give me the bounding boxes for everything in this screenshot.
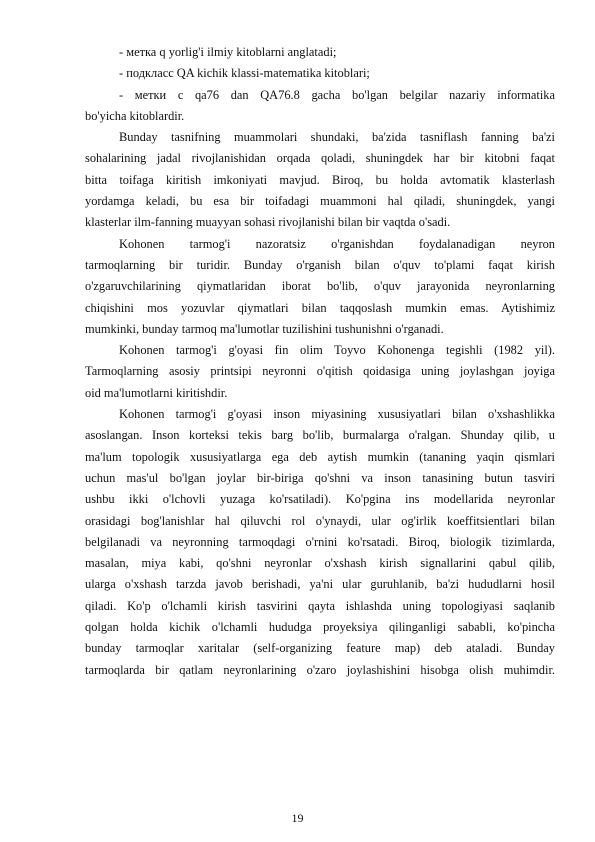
text-line: Kohonen tarmog'i g'oyasi fin olim Toyvo Kohonenga tegishli (1982 yil).: [119, 343, 555, 358]
text-line: bunday tarmoqlar xaritalar (self-organizing feature map) deb ataladi. Bunday: [85, 641, 555, 656]
text-line: Kohonen tarmog'i g'oyasi inson miyasining xususiyatlari bilan o'xshashlikka: [119, 407, 555, 422]
text-line: qolgan holda kichik o'lchamli hududga proyeksiya qilinganligi sababli, ko'pincha: [85, 620, 555, 635]
page-number: 19: [291, 811, 304, 825]
text-line: qiladi. Ko'p o'lchamli kirish tasvirini qayta ishlashda uning topologiyasi saqlanib: [85, 598, 555, 613]
text-line: ushbu ikki o'lchovli yuzaga ko'rsatiladi). Ko'pgina ins modellarida neyronlar: [85, 492, 555, 507]
text-line: ularga o'xshash tarzda javob berishadi, ya'ni ular guruhlanib, ba'zi hududlarni hosil: [85, 577, 555, 592]
text-line: sohalarining jadal rivojlanishidan orqada qoladi, shuningdek har bir kitobni faqat: [85, 151, 555, 166]
text-line: bo'yicha kitoblardir.: [85, 108, 185, 123]
text-line: bitta toifaga kiritish imkoniyati mavjud. Biroq, bu holda avtomatik klasterlash: [85, 172, 555, 187]
text-line: ma'lum topologik xususiyatlarga ega deb aytish mumkin (tananing yaqin qismlari: [85, 449, 555, 464]
text-line: Tarmoqlarning asosiy printsipi neyronni o'qitish qoidasiga uning joylashgan joyiga: [85, 364, 555, 379]
body-text: [85, 42, 555, 681]
text-line: klasterlar ilm-fanning muayyan sohasi rivojlanishi bilan bir vaqtda o'sadi.: [85, 215, 451, 230]
text-line: oid ma'lumotlarni kiritishdir.: [85, 385, 228, 400]
text-line: yordamga keladi, bu esa bir toifadagi muammoni hal qiladi, shuningdek, yangi: [85, 194, 555, 209]
text-line: Bunday tasnifning muammolari shundaki, ba'zida tasniflash fanning ba'zi: [119, 130, 555, 145]
text-line: tarmoqlarning bir turidir. Bunday o'rganish bilan o'quv to'plami faqat kirish: [85, 257, 555, 272]
text-line: Kohonen tarmog'i nazoratsiz o'rganishdan foydalanadigan neyron: [119, 236, 555, 251]
text-line: masalan, miya kabi, qo'shni neyronlar o'xshash kirish signallarini qabul qilib,: [85, 556, 555, 571]
text-line: - метки с qa76 dan QA76.8 gacha bo'lgan belgilar nazariy informatika: [119, 87, 555, 102]
text-line: orasidagi bog'lanishlar hal qiluvchi rol o'ynaydi, ular og'irlik koeffitsientlari bilan: [85, 513, 555, 528]
text-line: belgilanadi va neyronning tarmoqdagi o'rnini ko'rsatadi. Biroq, biologik tizimlarda,: [85, 534, 555, 549]
text-line: tarmoqlarda bir qatlam neyronlarining o'zaro joylashishini hisobga olish muhimdir.: [85, 662, 555, 677]
text-line: o'zgaruvchilarining qiymatlaridan iborat bo'lib, o'quv jarayonida neyronlarning: [85, 279, 555, 294]
text-line: mumkinki, bunday tarmoq ma'lumotlar tuzilishini tushunishni o'rganadi.: [85, 321, 444, 336]
text-line: - подкласс QA kichik klassi-matematika kitoblari;: [119, 66, 370, 81]
text-line: uchun mas'ul bo'lgan joylar bir-biriga qo'shni va inson tanasining butun tasviri: [85, 470, 555, 485]
text-line: - метка q yorlig'i ilmiy kitoblarni anglatadi;: [119, 45, 337, 59]
text-line: asoslangan. Inson korteksi tekis barg bo'lib, burmalarga o'ralgan. Shunday qilib, u: [85, 428, 555, 443]
text-line: chiqishini mos yozuvlar qiymatlari bilan taqqoslash mumkin emas. Aytishimiz: [85, 300, 555, 315]
